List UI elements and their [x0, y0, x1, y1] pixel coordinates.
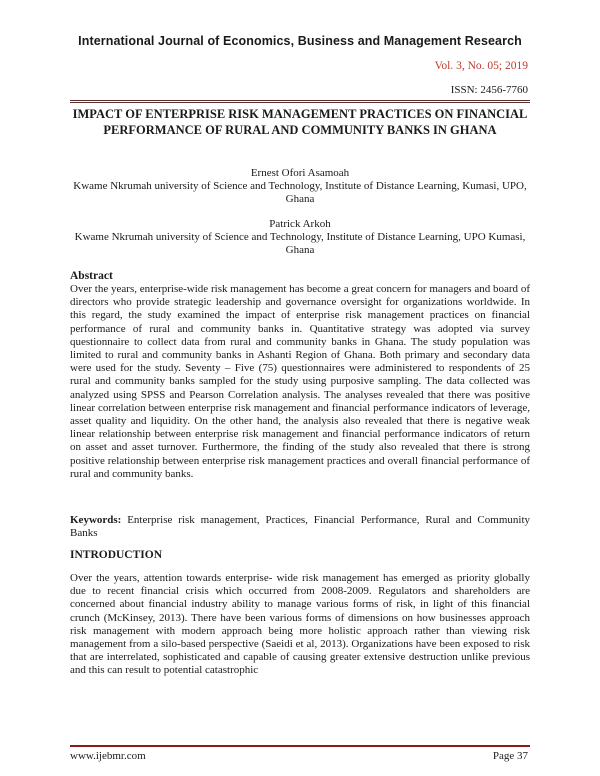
introduction-text: Over the years, attention towards enterprise- wide risk management has emerged as priority globally due to recent financial crisis which occurred from 2008-2009. Regulators and shareholders are concerned about financial industry ability to manage various forms of risk, in light of this financial crunch (McKinsey, 2013). There have been various forms of dimensions on how businesses approach risk management with modern approach being more holistic approach rather than viewing risk management from a silo-based perspective (Saeidi et al, 2013). Organizations have been exposed to risk that are interrelated, sophisticated and capable of causing greater extensive destruction unlike previous and this can result to potential catastrophic: [70, 572, 530, 677]
introduction-heading: INTRODUCTION: [70, 549, 163, 561]
abstract-text: Over the years, enterprise-wide risk management has become a great concern for managers and board of directors who provide strategic leadership and governance oversight for organizations worldwide. In this regard, the study examined the impact of enterprise risk management practices on financial performance of rural and community banks in. Quantitative strategy was adopted via survey questionnaire to collect data from rural and community banks in Ghana. The study population was limited to rural and community banks in Ashanti Region of Ghana. Both primary and secondary data were used for the study. Seventy – Five (75) questionnaires were administered to respondents of 25 rural and community banks sampled for the study using purposive sampling. The data collected was analyzed using SPSS and Pearson Correlation analysis. The analyses revealed that there was positive linear correlation between enterprise risk management and financial performance indicators of leverage, asset quality and liquidity. On the other hand, the analysis also revealed that there is negative weak linear relationship between enterprise risk management and financial performance indicators of return on asset and asset turnover. Furthermore, the finding of the study also revealed that there is strong positive relationship between enterprise risk management practices and overall financial performance of rural and community banks.: [70, 283, 530, 480]
paper-title: IMPACT OF ENTERPRISE RISK MANAGEMENT PRACTICES ON FINANCIAL PERFORMANCE OF RURAL AND COMMUNITY BANKS IN GHANA: [72, 107, 528, 137]
author-name: Ernest Ofori Asamoah: [250, 167, 350, 179]
author-affiliation: Kwame Nkrumah university of Science and Technology, Institute of Distance Learning, UPO Kumasi, Ghana: [74, 231, 526, 256]
journal-title: International Journal of Economics, Business and Management Research: [78, 34, 522, 48]
author-affiliation: Kwame Nkrumah university of Science and Technology, Institute of Distance Learning, Kumasi, UPO, Ghana: [73, 180, 527, 205]
keywords-label: Keywords:: [70, 514, 122, 526]
author-block-1: [70, 167, 530, 206]
abstract-heading: Abstract: [70, 270, 113, 282]
header-rule: [70, 100, 530, 103]
footer-page-number: Page 37: [492, 750, 528, 762]
author-name: Patrick Arkoh: [269, 218, 331, 230]
keywords-text: Enterprise risk management, Practices, Financial Performance, Rural and Community Banks: [70, 514, 530, 540]
author-block-2: [70, 218, 530, 257]
issn: ISSN: 2456-7760: [450, 84, 528, 96]
volume-info: Vol. 3, No. 05; 2019: [434, 60, 528, 72]
footer-website: www.ijebmr.com: [70, 750, 146, 762]
footer-rule: [70, 745, 530, 747]
keywords: [70, 514, 530, 540]
